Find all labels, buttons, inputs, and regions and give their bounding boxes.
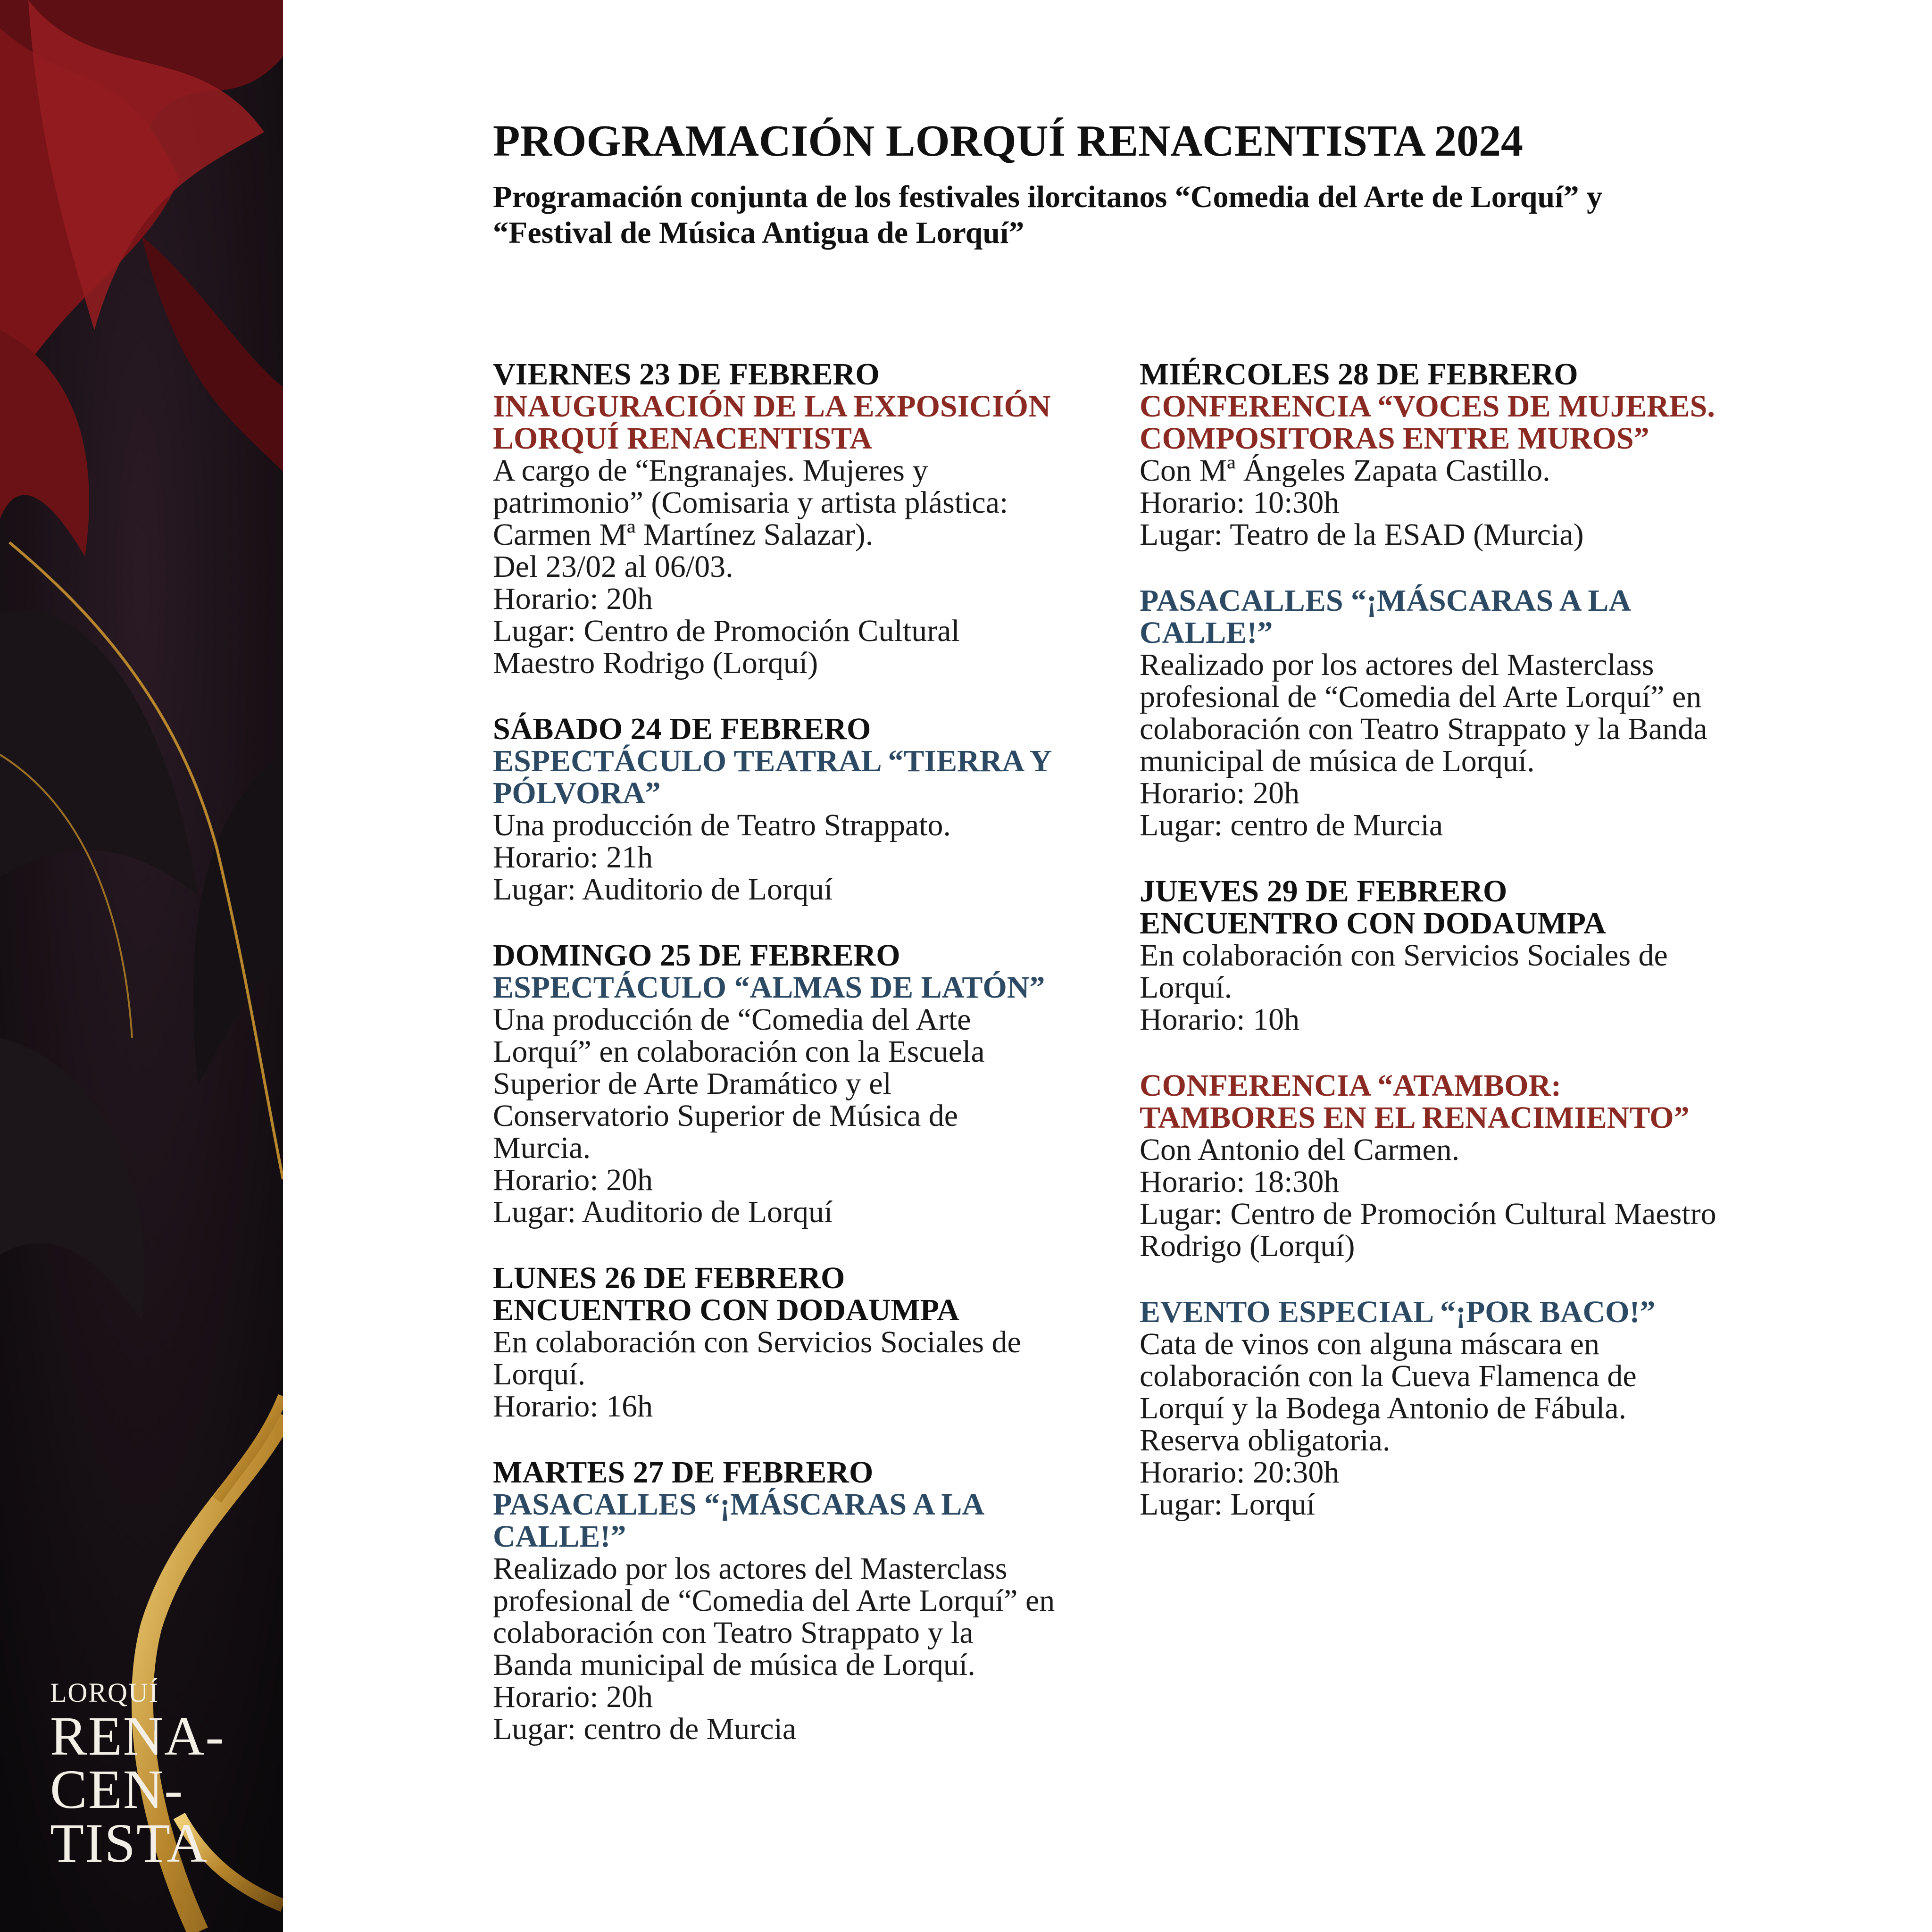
event-note: Reserva obligatoria. xyxy=(1140,1423,1391,1457)
event-dates: Del 23/02 al 06/03. xyxy=(493,550,733,584)
page-title: PROGRAMACIÓN LORQUÍ RENACENTISTA 2024 xyxy=(493,117,1523,166)
event-place: Lugar: Lorquí xyxy=(1140,1487,1316,1522)
event-time: Horario: 21h xyxy=(493,840,653,874)
event-time: Horario: 20h xyxy=(493,1680,653,1714)
event-place: Lugar: Teatro de la ESAD (Murcia) xyxy=(1140,517,1584,552)
event-title: PASACALLES “¡MÁSCARAS A LA CALLE!” xyxy=(1140,583,1630,650)
festival-logo xyxy=(50,1677,225,1874)
event-title: ENCUENTRO CON DODAUMPA xyxy=(493,1293,959,1327)
day-heading: MARTES 27 DE FEBRERO xyxy=(493,1455,874,1490)
event-place: Lugar: Centro de Promoción Cultural Maestro Rodrigo (Lorquí) xyxy=(1140,1197,1716,1263)
event-title: PASACALLES “¡MÁSCARAS A LA CALLE!” xyxy=(493,1487,983,1554)
event-description: Cata de vinos con alguna máscara en colaboración con la Cueva Flamenca de Lorquí y la Bodega Antonio de Fábula. xyxy=(1140,1327,1637,1425)
event-block-miercoles xyxy=(1140,358,1724,551)
event-block-viernes xyxy=(493,358,1059,679)
schedule-left-column xyxy=(493,358,1059,1779)
event-time: Horario: 20h xyxy=(1140,776,1300,810)
event-title: ESPECTÁCULO “ALMAS DE LATÓN” xyxy=(493,970,1045,1005)
logo-line-3: TISTA xyxy=(50,1812,208,1874)
event-place: Lugar: centro de Murcia xyxy=(1140,808,1443,842)
event-title: ESPECTÁCULO TEATRAL “TIERRA Y PÓLVORA” xyxy=(493,744,1051,810)
event-place: Lugar: Auditorio de Lorquí xyxy=(493,1195,833,1229)
event-block-jueves xyxy=(1140,875,1724,1036)
day-heading: VIERNES 23 DE FEBRERO xyxy=(493,357,880,391)
event-title: ENCUENTRO CON DODAUMPA xyxy=(1140,906,1606,941)
event-time: Horario: 20h xyxy=(493,582,653,616)
event-description: En colaboración con Servicios Sociales de Lorquí. xyxy=(493,1325,1021,1391)
event-time: Horario: 18:30h xyxy=(1140,1165,1340,1199)
event-block-domingo xyxy=(493,940,1059,1228)
event-description: Una producción de “Comedia del Arte Lorquí” en colaboración con la Escuela Superior de Arte Dramático y el Conservatorio Superior de Música de Murcia. xyxy=(493,1002,985,1165)
event-block-sabado xyxy=(493,713,1059,906)
event-title: EVENTO ESPECIAL “¡POR BACO!” xyxy=(1140,1295,1656,1329)
event-block-pasacalles xyxy=(1140,585,1724,841)
floral-artwork xyxy=(0,0,283,1932)
event-description: Con Antonio del Carmen. xyxy=(1140,1133,1460,1167)
event-place: Lugar: Auditorio de Lorquí xyxy=(493,872,833,907)
schedule-right-column xyxy=(1140,358,1724,1555)
event-time: Horario: 10:30h xyxy=(1140,485,1340,520)
event-block-baco xyxy=(1140,1296,1724,1521)
event-block-martes xyxy=(493,1457,1059,1745)
event-time: Horario: 20:30h xyxy=(1140,1455,1340,1490)
day-heading: SÁBADO 24 DE FEBRERO xyxy=(493,712,871,746)
event-time: Horario: 20h xyxy=(493,1163,653,1197)
day-heading: MIÉRCOLES 28 DE FEBRERO xyxy=(1140,357,1578,391)
event-description: Realizado por los actores del Masterclass profesional de “Comedia del Arte Lorquí” en colaboración con Teatro Strappato y la Banda municipal de música de Lorquí. xyxy=(1140,648,1707,778)
day-heading: LUNES 26 DE FEBRERO xyxy=(493,1261,845,1295)
event-description: En colaboración con Servicios Sociales de Lorquí. xyxy=(1140,938,1668,1005)
day-heading: DOMINGO 25 DE FEBRERO xyxy=(493,938,900,973)
event-time: Horario: 10h xyxy=(1140,1002,1300,1037)
event-block-lunes xyxy=(493,1262,1059,1423)
event-description: A cargo de “Engranajes. Mujeres y patrimonio” (Comisaria y artista plástica: Carmen Mª Martínez Salazar). xyxy=(493,453,1008,552)
event-description: Una producción de Teatro Strappato. xyxy=(493,808,951,842)
event-place: Lugar: Centro de Promoción Cultural Maestro Rodrigo (Lorquí) xyxy=(493,614,960,680)
event-block-atambor xyxy=(1140,1070,1724,1262)
day-heading: JUEVES 29 DE FEBRERO xyxy=(1140,874,1507,908)
decorative-side-panel xyxy=(0,0,283,1932)
logo-line-1: RENA- xyxy=(50,1705,225,1767)
logo-small-text: LORQUÍ xyxy=(50,1677,159,1708)
event-place: Lugar: centro de Murcia xyxy=(493,1712,797,1746)
event-description: Realizado por los actores del Masterclass profesional de “Comedia del Arte Lorquí” en colaboración con Teatro Strappato y la Banda municipal de música de Lorquí. xyxy=(493,1551,1055,1682)
page-subtitle: Programación conjunta de los festivales ilorcitanos “Comedia del Arte de Lorquí” y “Festival de Música Antigua de Lorquí” xyxy=(493,180,1603,250)
event-title: INAUGURACIÓN DE LA EXPOSICIÓN LORQUÍ RENACENTISTA xyxy=(493,389,1051,456)
event-description: Con Mª Ángeles Zapata Castillo. xyxy=(1140,453,1550,488)
event-title: CONFERENCIA “VOCES DE MUJERES. COMPOSITORAS ENTRE MUROS” xyxy=(1140,389,1715,456)
logo-line-2: CEN- xyxy=(50,1758,184,1821)
event-title: CONFERENCIA “ATAMBOR: TAMBORES EN EL RENACIMIENTO” xyxy=(1140,1068,1690,1135)
event-time: Horario: 16h xyxy=(493,1389,653,1424)
